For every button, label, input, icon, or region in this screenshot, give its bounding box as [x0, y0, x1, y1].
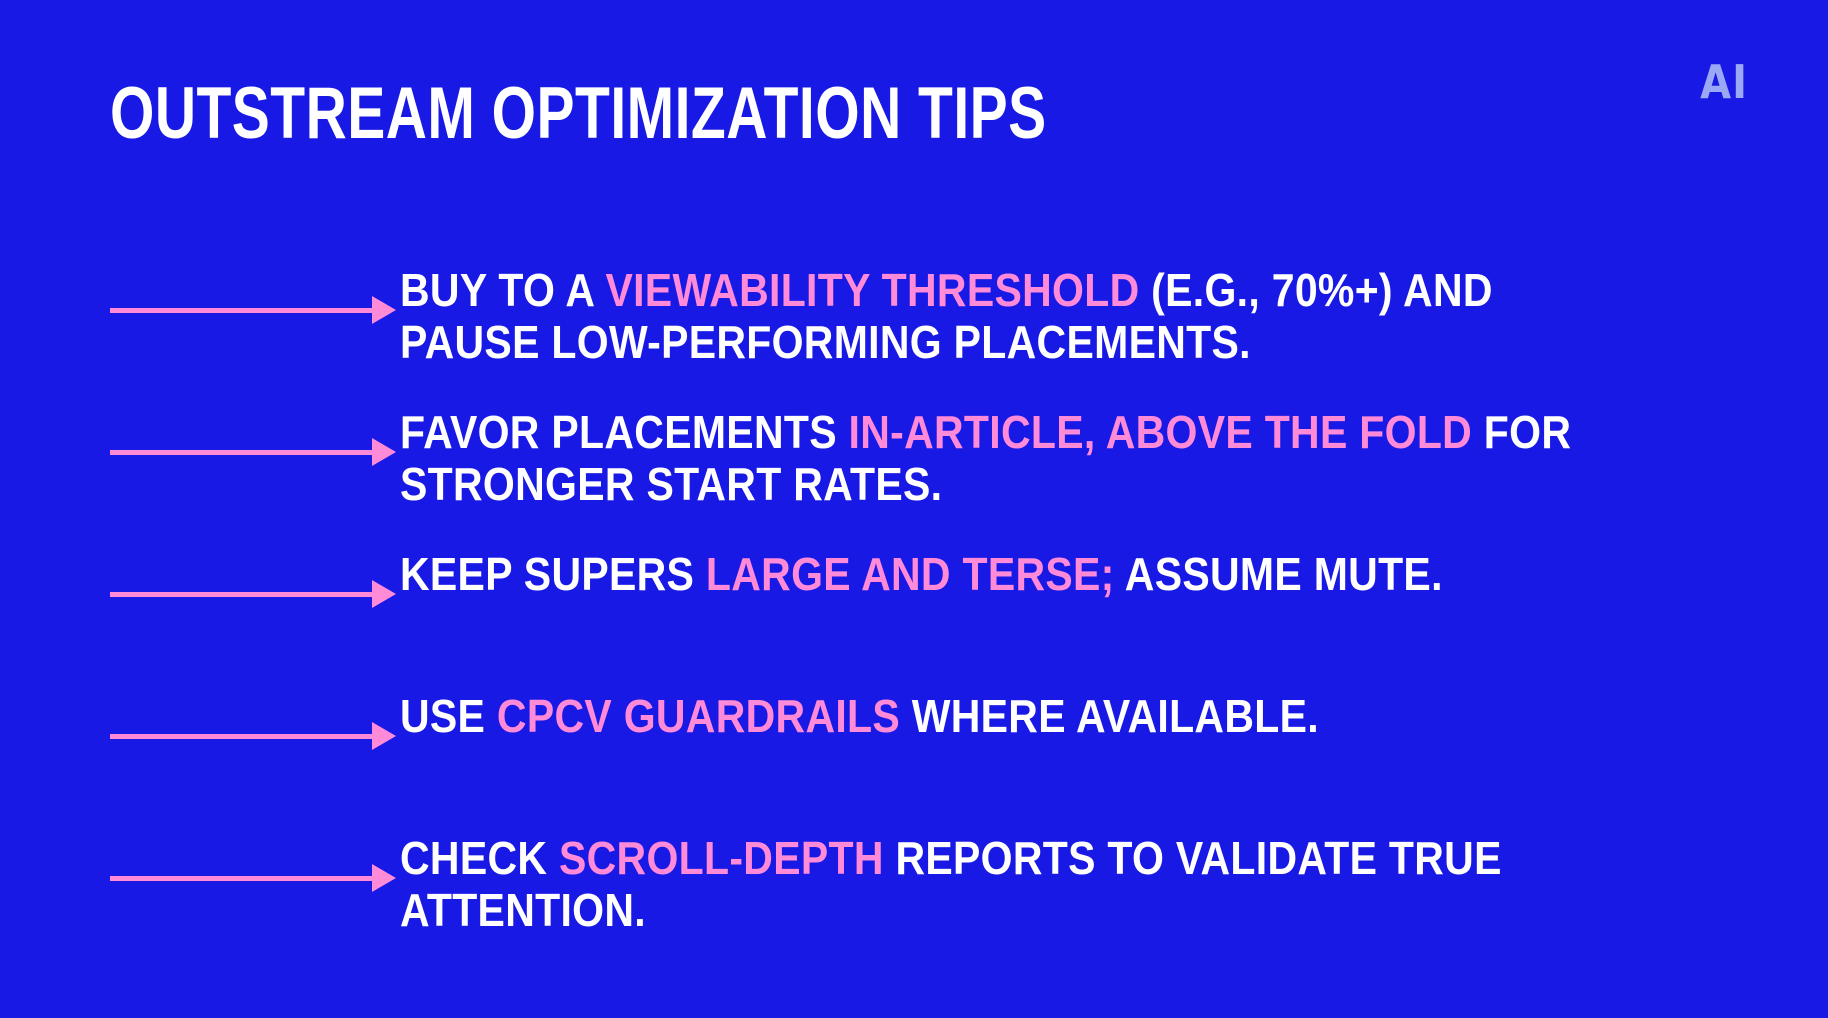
tip-plain: CHECK — [400, 832, 559, 885]
list-item — [0, 816, 1828, 958]
arrow-head — [372, 580, 396, 608]
tip-plain: BUY TO A — [400, 264, 606, 317]
arrow-line — [110, 308, 380, 313]
tip-plain: ASSUME MUTE. — [1114, 548, 1443, 601]
tip-highlight: SCROLL-DEPTH — [558, 832, 884, 885]
tip-plain: WHERE AVAILABLE. — [900, 690, 1319, 743]
tip-highlight: LARGE AND TERSE; — [705, 548, 1115, 601]
tip-plain: FOR STRONGER START RATES. — [400, 406, 1572, 510]
tip-text — [400, 248, 1600, 369]
tip-plain: REPORTS TO VALIDATE TRUE ATTENTION. — [400, 832, 1502, 936]
tip-plain: FAVOR PLACEMENTS — [400, 406, 849, 459]
tips-list — [0, 248, 1828, 958]
tip-plain: (E.G., 70%+) AND PAUSE LOW-PERFORMING PLACEMENTS. — [400, 264, 1493, 368]
arrow-head — [372, 864, 396, 892]
tip-highlight: VIEWABILITY THRESHOLD — [605, 264, 1140, 317]
tip-plain: USE — [400, 690, 497, 743]
arrow-line — [110, 450, 380, 455]
arrow-right-icon — [110, 532, 400, 674]
list-item — [0, 248, 1828, 390]
arrow-head — [372, 296, 396, 324]
tip-text — [400, 816, 1600, 937]
arrow-right-icon — [110, 816, 400, 958]
tip-text — [400, 532, 1600, 601]
arrow-line — [110, 592, 380, 597]
arrow-head — [372, 438, 396, 466]
arrow-right-icon — [110, 674, 400, 816]
arrow-head — [372, 722, 396, 750]
tip-text — [400, 390, 1600, 511]
arrow-line — [110, 876, 380, 881]
tip-text — [400, 674, 1600, 743]
tip-plain: KEEP SUPERS — [400, 548, 706, 601]
arrow-line — [110, 734, 380, 739]
list-item — [0, 390, 1828, 532]
arrow-right-icon — [110, 390, 400, 532]
tip-highlight: CPCV GUARDRAILS — [496, 690, 901, 743]
list-item — [0, 532, 1828, 674]
page-title: OUTSTREAM OPTIMIZATION TIPS — [110, 73, 1047, 155]
tip-highlight: IN-ARTICLE, ABOVE THE FOLD — [848, 406, 1473, 459]
list-item — [0, 674, 1828, 816]
arrow-right-icon — [110, 248, 400, 390]
brand-logo: AI — [1700, 56, 1748, 110]
